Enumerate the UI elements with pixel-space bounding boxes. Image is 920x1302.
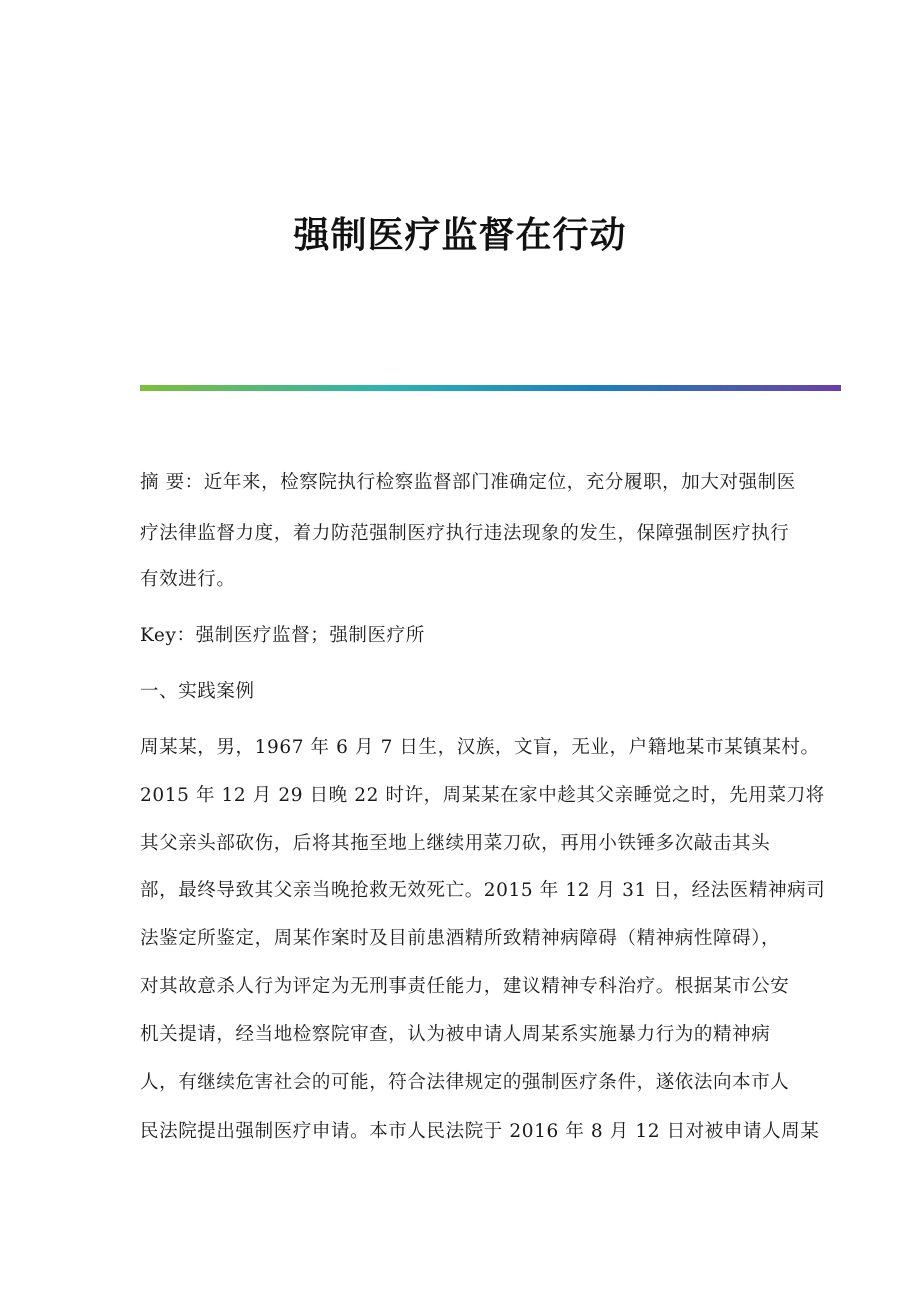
body-line-2: 2015 年 12 月 29 日晚 22 时许，周某某在家中趁其父亲睡觉之时，先用菜刀将 <box>140 785 825 806</box>
keywords-line: Key：强制医疗监督；强制医疗所 <box>140 625 425 646</box>
abstract-line-2: 疗法律监督力度，着力防范强制医疗执行违法现象的发生，保障强制医疗执行 <box>140 523 790 544</box>
body-line-7: 机关提请，经当地检察院审查，认为被申请人周某系实施暴力行为的精神病 <box>140 1024 771 1045</box>
body-line-4: 部，最终导致其父亲当晚抢救无效死亡。2015 年 12 月 31 日，经法医精神病司 <box>140 880 826 901</box>
abstract-line-1: 摘 要：近年来，检察院执行检察监督部门准确定位，充分履职，加大对强制医 <box>140 472 796 493</box>
body-line-3: 其父亲头部砍伤，后将其拖至地上继续用菜刀砍，再用小铁锤多次敲击其头 <box>140 833 771 854</box>
body-line-6: 对其故意杀人行为评定为无刑事责任能力，建议精神专科治疗。根据某市公安 <box>140 976 790 997</box>
body-line-1: 周某某，男，1967 年 6 月 7 日生，汉族，文盲，无业，户籍地某市某镇某村。 <box>140 737 820 758</box>
body-line-9: 民法院提出强制医疗申请。本市人民法院于 2016 年 8 月 12 日对被申请人周某 <box>140 1121 820 1142</box>
title-divider <box>140 385 841 391</box>
section-heading: 一、实践案例 <box>140 681 255 702</box>
body-line-5: 法鉴定所鉴定，周某作案时及目前患酒精所致精神病障碍（精神病性障碍）， <box>140 928 781 949</box>
document-title: 强制医疗监督在行动 <box>293 214 627 256</box>
body-line-8: 人，有继续危害社会的可能，符合法律规定的强制医疗条件，遂依法向本市人 <box>140 1072 790 1093</box>
abstract-line-3: 有效进行。 <box>140 569 236 590</box>
